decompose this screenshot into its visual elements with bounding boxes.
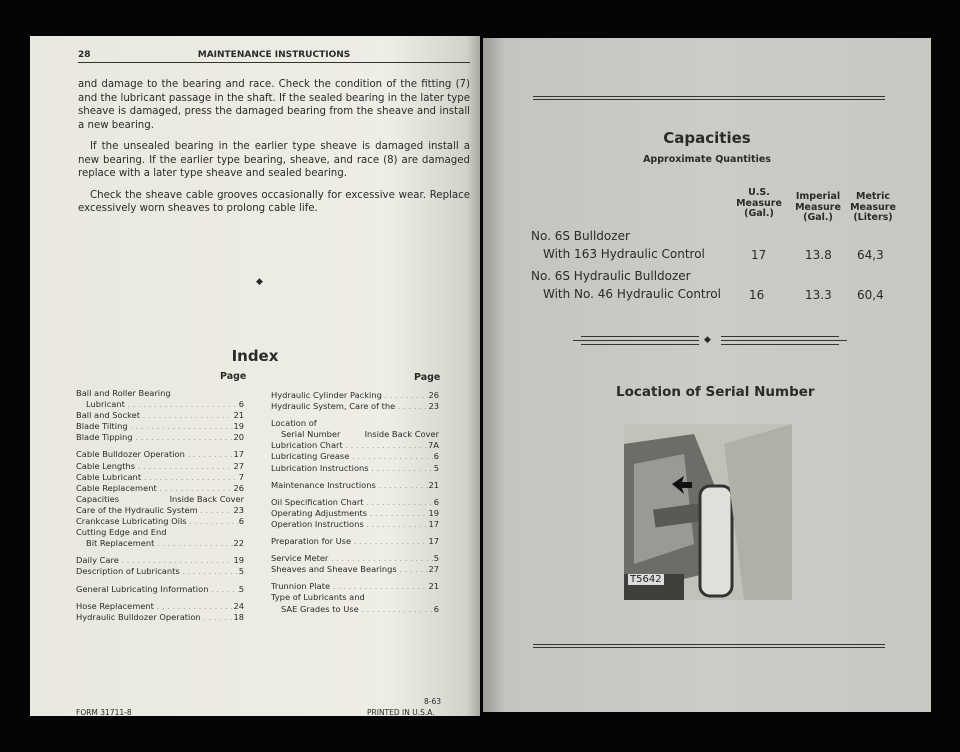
serial-number-title: Location of Serial Number (616, 384, 815, 400)
index-entry-label: Oil Specification Chart . . . (271, 497, 434, 508)
index-entry-page: 7A (428, 440, 439, 451)
imperial-value: 13.3 (805, 288, 832, 302)
index-entry-page: 6 (433, 496, 439, 507)
divider (721, 340, 847, 341)
page-header (78, 50, 470, 63)
index-entry-label: Hydraulic Bulldozer Operation . . . (76, 612, 233, 623)
divider (581, 336, 699, 337)
index-entry (76, 494, 244, 505)
index-entry (271, 553, 439, 564)
index-entry-label: Hose Replacement . . . (76, 601, 233, 612)
index-entry (76, 483, 244, 494)
index-entry-page: 22 (233, 538, 244, 549)
index-entry-page: 26 (233, 482, 244, 493)
index-entry-page: 21 (428, 479, 439, 490)
index-entry-label: Hydraulic Cylinder Packing . . . (271, 390, 428, 401)
index-entry (271, 564, 439, 575)
index-entry-page: 26 (428, 390, 439, 400)
column-header (731, 188, 787, 220)
column-header (790, 192, 846, 224)
index-entry (76, 538, 244, 549)
table-row (531, 229, 705, 262)
index-entry-label: Cable Replacement . . . (76, 483, 233, 494)
index-entry-label: Maintenance Instructions . . . (271, 480, 428, 491)
index-entry-label: Hydraulic System, Care of the . . . (271, 401, 428, 412)
left-page (30, 36, 480, 716)
index-entry-label: Operating Adjustments . . . (271, 508, 428, 519)
index-entry (271, 418, 439, 429)
index-entry-label: Trunnion Plate . . . (271, 581, 428, 592)
row-label: No. 6S Bulldozer (531, 229, 630, 243)
header-line: U.S. (748, 187, 770, 198)
index-entry-page: 6 (238, 399, 244, 410)
us-value: 17 (751, 248, 767, 262)
index-entry (76, 399, 244, 410)
page-column-label: Page (414, 372, 441, 383)
diamond-separator-icon: ◆ (256, 277, 263, 287)
capacities-title: Capacities (663, 129, 751, 147)
index-entry-page: 24 (233, 600, 244, 611)
column-header (845, 192, 901, 224)
index-entry (271, 497, 439, 508)
capacities-subtitle: Approximate Quantities (643, 154, 771, 165)
index-entry (76, 388, 244, 399)
index-entry-page: 27 (428, 564, 439, 575)
index-entry-page: 23 (428, 401, 439, 412)
paragraph: Check the sheave cable grooves occasionally for excessive wear. Replace excessively worn sheaves to prolong cable life. (78, 189, 470, 214)
index-entry (76, 584, 244, 595)
index-entry-page: 19 (428, 507, 439, 518)
row-label: With 163 Hydraulic Control (543, 247, 705, 261)
index-entry (76, 516, 244, 527)
index-entry-page: 6 (433, 451, 439, 462)
index-entry-label: Lubricant . . . (76, 399, 239, 410)
index-entry-label: Lubrication Instructions . . . (271, 463, 434, 474)
index-entry-page: 5 (238, 583, 244, 594)
divider (721, 344, 839, 345)
index-entry-page: 7 (238, 471, 244, 482)
index-entry-page: Inside Back Cover (169, 493, 244, 504)
index-entry-page: 19 (233, 555, 244, 566)
us-value: 16 (749, 288, 765, 302)
index-entry-label: Crankcase Lubricating Oils . . . (76, 516, 239, 527)
index-entry (76, 472, 244, 483)
header-line: Imperial (795, 191, 841, 202)
paragraph: If the unsealed bearing in the earlier type sheave is damaged install a new bearing. If the earlier type bearing, sheave, and race (8) are damaged replace with a later type sheave and sealed bearing. (78, 141, 470, 179)
table-row (531, 269, 721, 302)
index-entry-page: 20 (233, 432, 244, 443)
index-entry-label: Blade Tilting . . . (76, 421, 233, 432)
index-entry (271, 581, 439, 592)
index-entry-page: 17 (428, 536, 439, 547)
paragraph: and damage to the bearing and race. Check the condition of the fitting (7) and the lubricant passage in the shaft. If the sealed bearing in the later type sheave is damaged, press the damaged bearing from the sheave and install a new bearing. (78, 79, 470, 131)
index-entry-page: 27 (233, 460, 244, 471)
index-entry-page: 5 (433, 462, 439, 473)
index-entry (76, 421, 244, 432)
index-entry-label: Serial Number (281, 429, 341, 440)
divider (721, 336, 839, 337)
index-entry-label: Description of Lubricants . . . (76, 566, 239, 577)
index-entry-label: Cable Lengths . . . (76, 461, 233, 472)
index-entry (271, 592, 439, 603)
index-entry-label: Type of Lubricants and (271, 592, 365, 603)
index-entry-label: General Lubricating Information . . . (76, 584, 239, 595)
index-entry-label: Care of the Hydraulic System . . . (76, 505, 233, 516)
index-entry-label: Ball and Roller Bearing (76, 388, 171, 398)
body-text (78, 78, 470, 224)
index-entry-label: Operation Instructions . . . (271, 519, 428, 530)
header-line: (Gal.) (803, 212, 833, 223)
index-entry (76, 612, 244, 623)
photo-label: T5642 (630, 574, 662, 585)
index-entry (76, 566, 244, 577)
index-entry-label: Capacities (76, 493, 120, 504)
index-entry (271, 440, 439, 451)
index-entry-page: 17 (233, 449, 244, 460)
page-number: 28 (78, 50, 91, 60)
serial-number-photo (624, 424, 792, 600)
index-entry (271, 508, 439, 519)
index-entry (76, 505, 244, 516)
index-entry (271, 401, 439, 412)
row-label: No. 6S Hydraulic Bulldozer (531, 269, 691, 283)
index-entry-label: Sheaves and Sheave Bearings . . . (271, 564, 428, 575)
diamond-separator-icon: ◆ (704, 335, 711, 345)
index-entry-page: 6 (433, 603, 439, 614)
metric-value: 60,4 (857, 288, 884, 302)
index-entry-label: SAE Grades to Use . . . (271, 604, 434, 615)
index-entry (76, 555, 244, 566)
index-entry (271, 519, 439, 530)
divider (533, 644, 885, 648)
index-entry-label: Lubrication Chart . . . (271, 440, 428, 451)
header-line: (Liters) (853, 212, 893, 223)
index-entry (76, 449, 244, 460)
imperial-value: 13.8 (805, 248, 832, 262)
page-column-label: Page (220, 371, 247, 382)
right-page (483, 38, 931, 712)
index-entry-label: Lubricating Grease . . . (271, 451, 434, 462)
header-line: (Gal.) (744, 208, 774, 219)
index-entry-label: Preparation for Use . . . (271, 536, 428, 547)
index-entry (271, 463, 439, 474)
index-entry-page: 21 (233, 410, 244, 421)
header-line: Measure (736, 197, 782, 209)
index-entry (76, 601, 244, 612)
index-entry-label: Ball and Socket . . . (76, 410, 233, 421)
index-entry-label: Cutting Edge and End (76, 527, 167, 538)
index-entry-label: Blade Tipping . . . (76, 432, 233, 443)
index-entry-page: 5 (238, 566, 244, 577)
index-entry-page: Inside Back Cover (364, 429, 439, 440)
index-entry (76, 410, 244, 421)
running-title: MAINTENANCE INSTRUCTIONS (197, 50, 351, 60)
index-entry (271, 451, 439, 462)
index-entry (76, 461, 244, 472)
index-entry-page: 5 (433, 553, 439, 564)
index-column-left (76, 388, 244, 623)
header-line: Metric (855, 191, 890, 202)
index-entry-page: 18 (233, 611, 244, 622)
index-entry-label: Cable Lubricant . . . (76, 472, 239, 483)
index-title: Index (231, 347, 279, 365)
print-date: 8-63 (424, 697, 442, 706)
index-entry-page: 6 (238, 516, 244, 527)
index-entry-page: 17 (428, 518, 439, 529)
index-entry (271, 536, 439, 547)
index-entry (76, 527, 244, 538)
index-entry (271, 604, 439, 615)
index-entry (271, 480, 439, 491)
index-entry-label: Daily Care . . . (76, 555, 233, 566)
divider (573, 340, 699, 341)
index-entry-label: Service Meter . . . (271, 553, 434, 564)
index-entry-label: Cable Bulldozer Operation . . . (76, 449, 233, 460)
index-entry-page: 21 (428, 581, 439, 592)
divider (581, 344, 699, 345)
divider (533, 96, 885, 100)
index-entry-label: Location of (271, 418, 317, 429)
printed-in: PRINTED IN U.S.A. (367, 708, 435, 717)
header-line: Measure (850, 201, 896, 213)
index-entry (271, 390, 439, 401)
index-entry-page: 23 (233, 504, 244, 515)
index-entry-label: Bit Replacement . . . (76, 538, 233, 549)
metric-value: 64,3 (857, 248, 884, 262)
form-number: FORM 31711-8 (76, 708, 132, 717)
index-entry (271, 429, 439, 440)
index-entry-page: 19 (233, 421, 244, 432)
index-entry (76, 432, 244, 443)
row-label: With No. 46 Hydraulic Control (543, 287, 721, 301)
index-column-right (271, 390, 439, 615)
header-line: Measure (795, 201, 841, 213)
